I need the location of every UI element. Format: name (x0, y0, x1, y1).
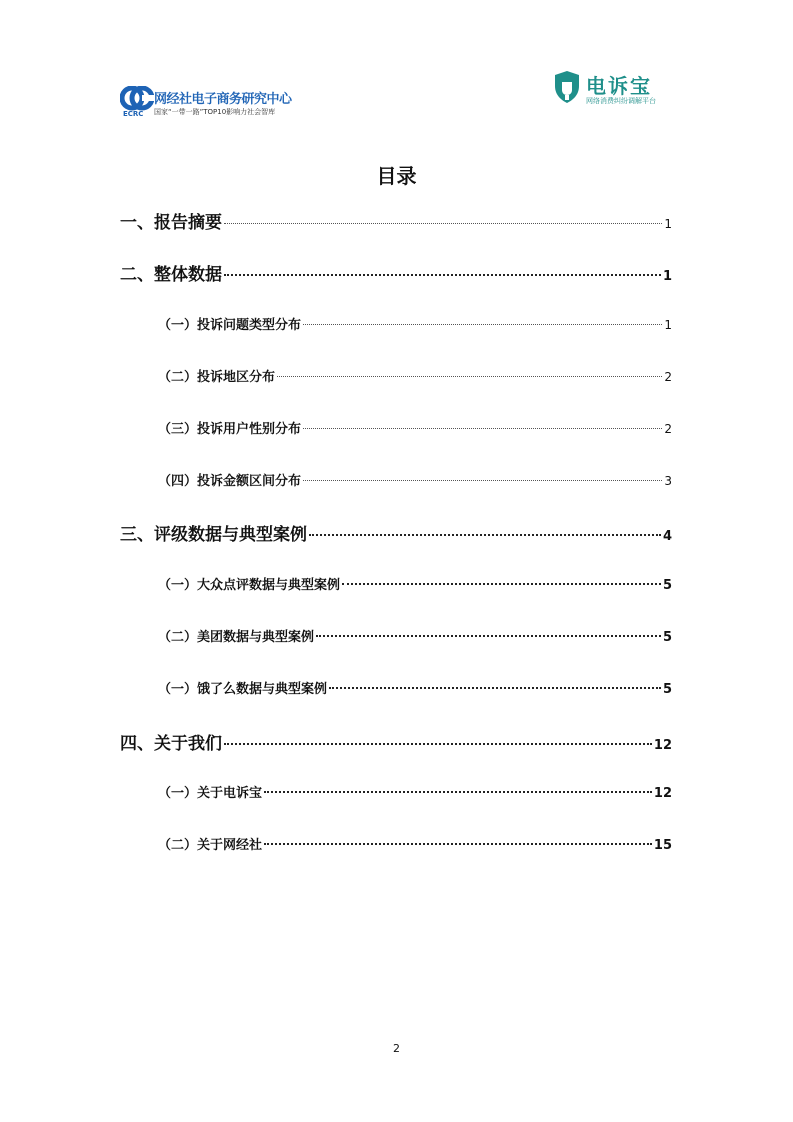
toc-entry-label: 一、报告摘要 (120, 213, 222, 233)
toc-leader (277, 376, 662, 377)
toc-entry-label: （一）投诉问题类型分布 (158, 318, 302, 333)
toc-entry-label: （一）饿了么数据与典型案例 (158, 682, 328, 697)
toc-entry-label: （三）投诉用户性别分布 (158, 422, 302, 437)
ecrc-text: ECRC (123, 110, 144, 118)
toc-entry-page: 5 (662, 578, 672, 593)
toc-entry-complaint-regions[interactable] (158, 366, 672, 385)
toc-title: 目录 (376, 164, 417, 188)
dianshubao-logo (553, 70, 663, 106)
page-number: 2 (393, 1042, 400, 1055)
toc-leader (303, 428, 662, 429)
toc-entry-page: 12 (653, 738, 672, 753)
toc-entry-page: 5 (662, 630, 672, 645)
toc-entry-label: 二、整体数据 (120, 265, 222, 285)
ecrc-logo (120, 86, 320, 120)
dianshubao-name: 电诉宝 (586, 74, 652, 98)
toc-leader (224, 223, 662, 224)
toc-entry-rating-cases[interactable] (120, 520, 672, 545)
toc-entry-about-dianshubao[interactable] (158, 782, 672, 801)
toc-leader (303, 480, 662, 481)
toc-leader (329, 687, 661, 689)
toc-leader (224, 743, 652, 745)
toc-entry-overall-data[interactable] (120, 260, 672, 285)
toc-entry-dianping[interactable] (158, 574, 672, 593)
toc-entry-summary[interactable] (120, 208, 672, 233)
toc-entry-page: 1 (664, 318, 672, 332)
toc-entry-label: 三、评级数据与典型案例 (120, 525, 307, 545)
ecrc-subtitle: 国家“一带一路”TOP10影响力社会智库 (154, 108, 276, 116)
toc-leader (224, 274, 661, 276)
toc-entry-amount-range[interactable] (158, 470, 672, 489)
ecrc-name: 网经社电子商务研究中心 (154, 92, 292, 107)
toc-leader (303, 324, 662, 325)
toc-leader (264, 843, 652, 845)
toc-entry-about-wangjingshe[interactable] (158, 834, 672, 853)
toc-leader (316, 635, 661, 637)
toc-leader (309, 534, 661, 536)
toc-entry-label: （二）美团数据与典型案例 (158, 630, 315, 645)
shield-fist-icon (553, 70, 581, 104)
toc-entry-user-gender[interactable] (158, 418, 672, 437)
toc-entry-label: 四、关于我们 (120, 734, 222, 754)
toc-entry-label: （一）关于电诉宝 (158, 786, 263, 801)
toc-entry-complaint-types[interactable] (158, 314, 672, 333)
toc-entry-page: 2 (664, 422, 672, 436)
toc-entry-label: （二）投诉地区分布 (158, 370, 276, 385)
toc-entry-about-us[interactable] (120, 729, 672, 754)
toc-entry-page: 15 (653, 838, 672, 853)
toc-entry-page: 1 (662, 269, 672, 284)
toc-leader (264, 791, 652, 793)
toc-leader (342, 583, 661, 585)
toc-entry-page: 4 (662, 529, 672, 544)
toc-entry-eleme[interactable] (158, 678, 672, 697)
toc-entry-page: 12 (653, 786, 672, 801)
toc-entry-page: 2 (664, 370, 672, 384)
toc-entry-page: 5 (662, 682, 672, 697)
toc-entry-page: 3 (664, 474, 672, 488)
dianshubao-subtitle: 网络消费纠纷调解平台 (586, 97, 656, 105)
toc-entry-label: （一）大众点评数据与典型案例 (158, 578, 341, 593)
toc-entry-meituan[interactable] (158, 626, 672, 645)
toc-entry-label: （四）投诉金额区间分布 (158, 474, 302, 489)
toc-entry-page: 1 (664, 217, 672, 231)
toc-entry-label: （二）关于网经社 (158, 838, 263, 853)
